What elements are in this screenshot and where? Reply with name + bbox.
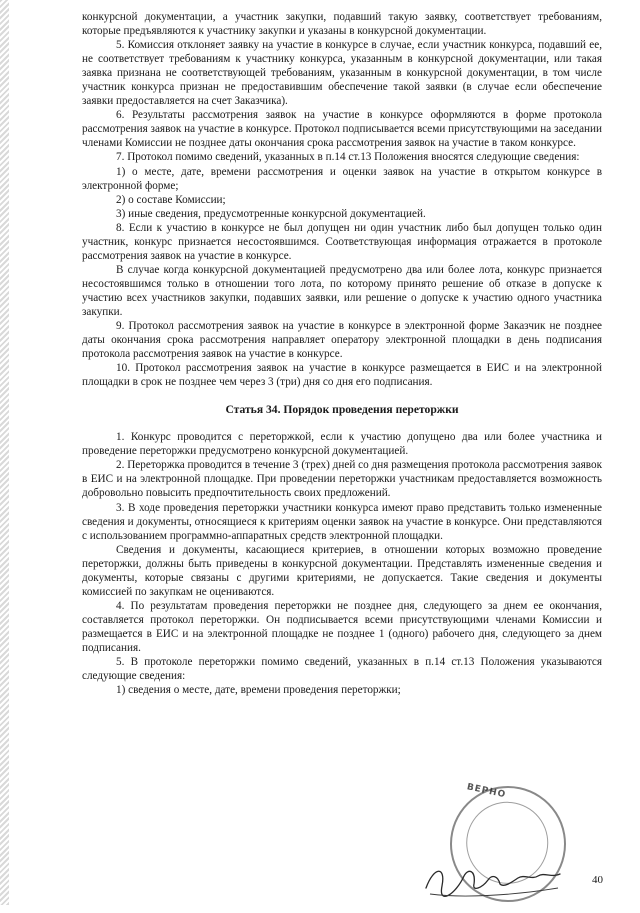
paragraph: 3. В ходе проведения переторжки участники конкурса имеют право представить только измененные сведения и документы, относящиеся к критериям оценки заявок на участие в конкурсе. Они представляются с использованием программно-аппаратных средств электронной площадки. — [82, 501, 602, 542]
list-item: 1) сведения о месте, дате, времени проведения переторжки; — [116, 684, 401, 697]
section-33-continuation — [82, 10, 602, 389]
paragraph: 9. Протокол рассмотрения заявок на участие в конкурсе в электронной форме Заказчик не позднее даты окончания срока рассмотрения направляет оператору электронной площадки в день подписания протокола рассмотрения заявок на участие в конкурсе. — [82, 320, 602, 361]
paragraph: В случае когда конкурсной документацией предусмотрено два или более лота, конкурс признается несостоявшимся только в отношении того лота, по которому принято решение об отказе в допуске к участию всех участников закупки, подавших заявки, или решение о допуске к участию одного участника закупки. — [82, 263, 602, 318]
list-item: 2) о составе Комиссии; — [116, 193, 226, 206]
paragraph: Сведения и документы, касающиеся критериев, в отношении которых возможно проведение переторжки, должны быть приведены в конкурсной документации. Представлять измененные сведения и документы, которые связаны с другими критериями, не допускается. Такие сведения и документы комиссией по закупкам не оцениваются. — [82, 543, 602, 598]
paragraph: 8. Если к участию в конкурсе не был допущен ни один участник либо был допущен только один участник, конкурс признается несостоявшимся. Соответствующая информация отражается в протоколе рассмотрения заявок на участие в конкурсе. — [82, 221, 602, 262]
page-number: 40 — [592, 874, 603, 886]
section-34 — [82, 430, 602, 697]
document-page — [82, 10, 602, 697]
paragraph: 5. В протоколе переторжки помимо сведений, указанных в п.14 ст.13 Положения указываются следующие сведения: — [82, 656, 602, 683]
paragraph: 1. Конкурс проводится с переторжкой, если к участию допущено два или более участника и проведение переторжки предусмотрено конкурсной документацией. — [82, 431, 602, 458]
scan-edge — [0, 0, 9, 905]
paragraph: конкурсной документации, а участник закупки, подавший такую заявку, соответствует требованиям, которые предъявляются к участнику закупки и указаны в конкурсной документации. — [82, 11, 602, 38]
article-heading: Статья 34. Порядок проведения переторжки — [225, 403, 459, 417]
paragraph: 4. По результатам проведения переторжки не позднее дня, следующего за днем ее окончания, составляется протокол переторжки. Он подписывается всеми присутствующими членами Комиссии и размещается в ЕИС и на электронной площадке не позднее 1 (одного) рабочего дня, следующего за днем подписания. — [82, 599, 602, 654]
paragraph: 10. Протокол рассмотрения заявок на участие в конкурсе размещается в ЕИС и на электронной площадки в срок не позднее чем через 3 (три) дня со дня его подписания. — [82, 362, 602, 389]
paragraph: 2. Переторжка проводится в течение 3 (трех) дней со дня размещения протокола рассмотрения заявок в ЕИС и на электронной площадке. При проведении переторжки участникам предоставляется возможность добровольно повысить предпочтительность своих предложений. — [82, 459, 602, 500]
paragraph: 7. Протокол помимо сведений, указанных в п.14 ст.13 Положения вносятся следующие сведения: — [116, 151, 580, 164]
list-item: 3) иные сведения, предусмотренные конкурсной документацией. — [116, 207, 426, 220]
list-item: 1) о месте, дате, времени рассмотрения и оценки заявок на участие в открытом конкурсе в электронной форме; — [82, 165, 602, 192]
paragraph: 5. Комиссия отклоняет заявку на участие в конкурсе в случае, если участник конкурса, подавший ее, не соответствует требованиям к участнику конкурса, указанным в конкурсной документации, или такая заявка признана не соответствующей требованиям, указанным в конкурсной документации, в том числе участник конкурса признан не предоставившим обеспечение такой заявки (в случае если обеспечение заявки предоставляется на счет Заказчика). — [82, 39, 602, 108]
signature-icon — [420, 858, 570, 902]
paragraph: 6. Результаты рассмотрения заявок на участие в конкурсе оформляются в форме протокола рассмотрения заявок на участие в конкурсе. Протокол подписывается всеми присутствующими на заседании членами Комиссии не позднее даты окончания срока рассмотрения заявок на участие в таком конкурсе. — [82, 109, 602, 150]
stamp-text: ВЕРНО — [465, 782, 507, 801]
